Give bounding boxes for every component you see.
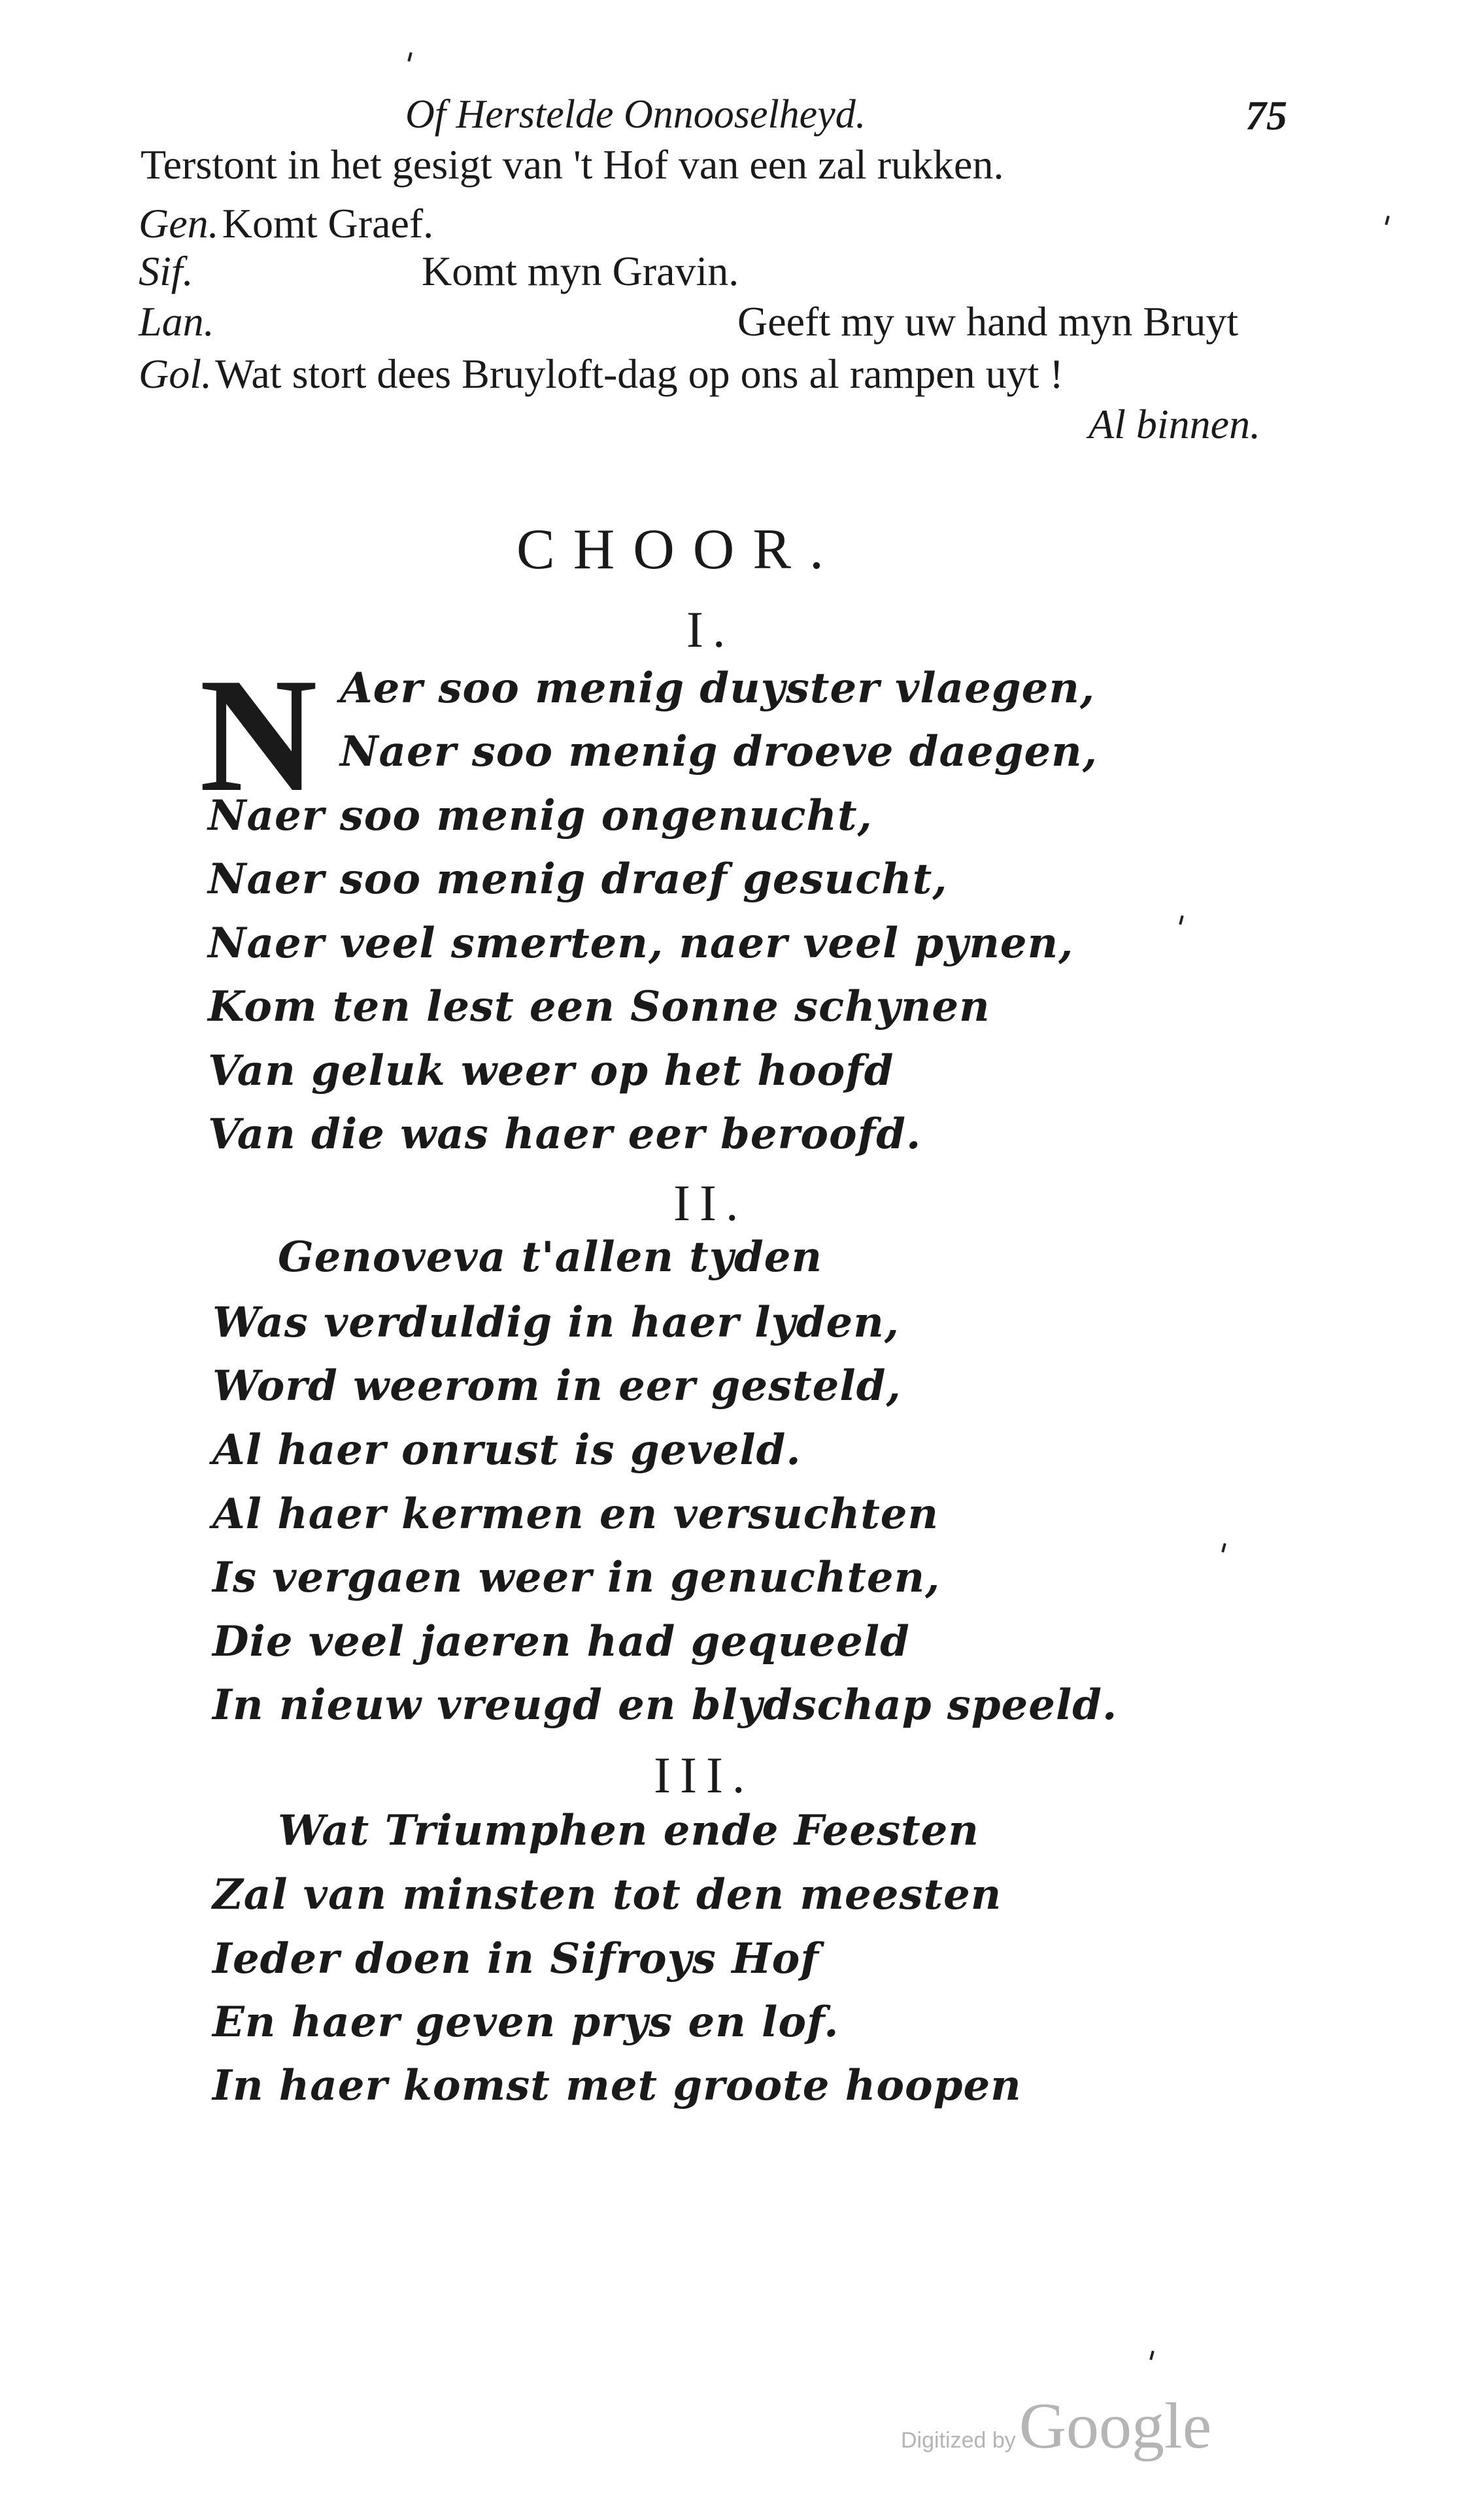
spoken-text: Geeft my uw hand myn Bruyt [737, 298, 1239, 345]
scan-speck [1385, 216, 1389, 226]
verse-line: Wat Triumphen ende Feesten [278, 1806, 979, 1855]
verse-line: Van die was haer eer beroofd. [208, 1110, 922, 1159]
speaker-name: Sif. [139, 248, 194, 294]
verse-line: In nieuw vreugd en blydschap speeld. [212, 1681, 1118, 1730]
spoken-text: Komt Graef. [222, 200, 434, 247]
verse-line: Naer soo menig draef gesucht, [208, 855, 948, 904]
verse-line: Al haer kermen en versuchten [212, 1490, 939, 1539]
digitized-watermark [901, 2388, 1211, 2463]
watermark-prefix: Digitized by [901, 2428, 1016, 2453]
verse-line: In haer komst met groote hoopen [212, 2061, 1022, 2110]
verse-line: Was verduldig in haer lyden, [212, 1298, 900, 1347]
verse-line: Ieder doen in Sifroys Hof [212, 1934, 819, 1983]
drop-cap: N [199, 645, 318, 826]
scan-speck [407, 52, 412, 62]
spoken-text: Wat stort dees Bruyloft-dag op ons al rampen uyt ! [215, 350, 1064, 397]
scan-speck [1149, 2351, 1154, 2361]
dialogue-line [139, 199, 433, 248]
verse-line: Zal van minsten tot den meesten [212, 1870, 1002, 1919]
stage-direction: Al binnen. [1088, 401, 1261, 447]
verse-line: Naer soo menig ongenucht, [208, 791, 873, 840]
verse-line: En haer geven prys en lof. [212, 1998, 839, 2047]
dialogue-line [139, 298, 214, 346]
speaker-name: Gol. [139, 350, 212, 397]
verse-line: Kom ten lest een Sonne schynen [208, 982, 990, 1031]
stanza-numeral: II. [673, 1174, 748, 1231]
verse-line: Naer veel smerten, naer veel pynen, [208, 919, 1074, 968]
verse-line: Genoveva t'allen tyden [278, 1233, 822, 1282]
google-logo-text: Google [1019, 2389, 1212, 2462]
running-head: Of Herstelde Onnooselheyd. [405, 92, 866, 137]
stanza-numeral: III. [654, 1747, 754, 1803]
dialogue-continuation: Terstont in het gesigt van 't Hof van een zal rukken. [141, 141, 1004, 188]
verse-line: Die veel jaeren had gequeeld [212, 1617, 910, 1666]
page-number: 75 [1245, 92, 1287, 139]
verse-line: Van geluk weer op het hoofd [208, 1046, 894, 1095]
verse-line: Naer soo menig droeve daegen, [340, 727, 1098, 776]
verse-line: Aer soo menig duyster vlaegen, [340, 664, 1096, 713]
verse-line: Word weerom in eer gesteld, [212, 1361, 902, 1410]
scan-speck [1221, 1543, 1226, 1553]
verse-line: Is vergaen weer in genuchten, [212, 1553, 941, 1602]
dialogue-line [139, 247, 194, 296]
verse-line: Al haer onrust is geveld. [212, 1426, 801, 1475]
section-title: CHOOR. [516, 518, 843, 581]
stanza-numeral: I. [686, 601, 735, 658]
dialogue-line [139, 350, 1064, 398]
spoken-text: Komt myn Gravin. [422, 248, 739, 294]
speaker-name: Gen. [139, 200, 219, 247]
speaker-name: Lan. [139, 298, 214, 345]
scan-speck [1179, 915, 1183, 925]
